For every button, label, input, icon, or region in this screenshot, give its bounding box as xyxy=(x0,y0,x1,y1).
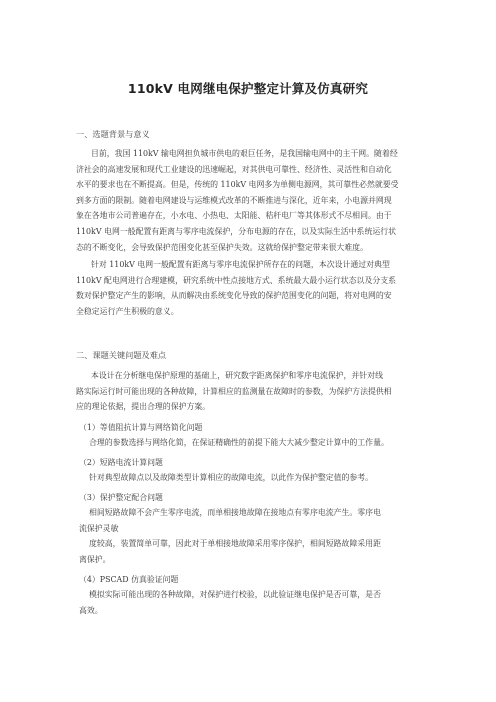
text-line: 离保护。 xyxy=(79,554,111,564)
document-title: 110kV 电网继电保护整定计算及仿真研究 xyxy=(127,81,369,96)
item-text-short-circuit xyxy=(79,470,421,486)
item-text-impedance xyxy=(79,435,421,451)
text-line: 路实际运行时可能出现的各种故障，计算相应的监测量在故障时的参数，为保护方法提供相 xyxy=(76,386,392,396)
text-line: 高效。 xyxy=(79,605,103,615)
text-line: 到多方面的限制。随着电网建设与运维模式改革的不断推进与深化，近年来，小电源并网现 xyxy=(76,195,392,205)
paragraph-key-issues-intro xyxy=(76,368,421,415)
text-line: 合理的参数选择与网络化简，在保证精确性的前提下能大大减少整定计算中的工作量。 xyxy=(89,438,389,447)
text-line: 度较高，装置简单可靠，因此对于单相接地故障采用零序保护，相间短路故障采用距 xyxy=(89,539,381,549)
text-line: 数对保护整定产生的影响，从而解决由系统变化导致的保护范围变化的问题，将对电网的安 xyxy=(76,291,392,301)
paragraph-approach xyxy=(76,257,421,319)
item-text-coordination xyxy=(79,505,421,567)
text-line: 济社会的高速发展和现代工业建设的迅速崛起，对其供电可靠性、经济性、灵活性和自动化 xyxy=(76,164,392,174)
text-line: 相间短路故障不会产生零序电流，而单相接地故障在接地点有零序电流产生。零序电 xyxy=(89,508,381,517)
text-line: 针对 110kV 电网一般配置有距离与零序电流保护所存在的问题，本次设计通过对典型 xyxy=(91,260,390,269)
item-text-pscad xyxy=(79,587,421,618)
item-label-short-circuit: （2）短路电流计算问题 xyxy=(79,458,163,467)
text-line: 流保护灵敏 xyxy=(79,523,119,533)
text-line: 目前，我国 110kV 输电网担负城市供电的艰巨任务，是我国输电网中的主干网。随着经 xyxy=(91,149,398,158)
item-label-coordination: （3）保护整定配合问题 xyxy=(79,493,163,502)
text-line: 水平的要求也在不断提高。但是，传统的 110kV 电网多为单侧电源网，其可靠性必然就要受 xyxy=(76,180,399,190)
paragraph-background xyxy=(76,146,421,255)
text-line: 针对典型故障点以及故障类型计算相应的故障电流，以此作为保护整定值的参考。 xyxy=(89,473,374,482)
section-heading-key-issues: 二、课题关键问题及难点 xyxy=(76,350,167,360)
text-line: 全稳定运行产生积极的意义。 xyxy=(76,306,179,316)
section-heading-background: 一、选题背景与意义 xyxy=(76,129,150,139)
item-label-impedance: （1）等值阻抗计算与网络简化问题 xyxy=(79,423,203,432)
text-line: 态的不断变化，会导致保护范围变化甚至保护失效。这就给保护整定带来很大难度。 xyxy=(76,242,368,252)
text-line: 110kV 电网一般配置有距离与零序电流保护，分布电源的存在，以及实际生活中系统运行状 xyxy=(76,226,397,236)
text-line: 象在各地市公司普遍存在，小水电、小热电、太阳能、秸秆电厂等其体形式不尽相同。由于 xyxy=(76,211,392,221)
item-label-pscad: （4）PSCAD 仿真验证问题 xyxy=(79,575,179,584)
text-line: 本设计在分析继电保护原理的基础上，研究数字距离保护和零序电流保护，并针对线 xyxy=(91,371,383,380)
text-line: 应的理论依据，提出合理的保护方案。 xyxy=(76,402,211,412)
text-line: 模拟实际可能出现的各种故障，对保护进行校验，以此验证继电保护是否可靠，是否 xyxy=(89,590,381,599)
text-line: 110kV 配电网进行合理建模，研究系统中性点接地方式、系统最大最小运行状态以及分支系 xyxy=(76,275,397,285)
